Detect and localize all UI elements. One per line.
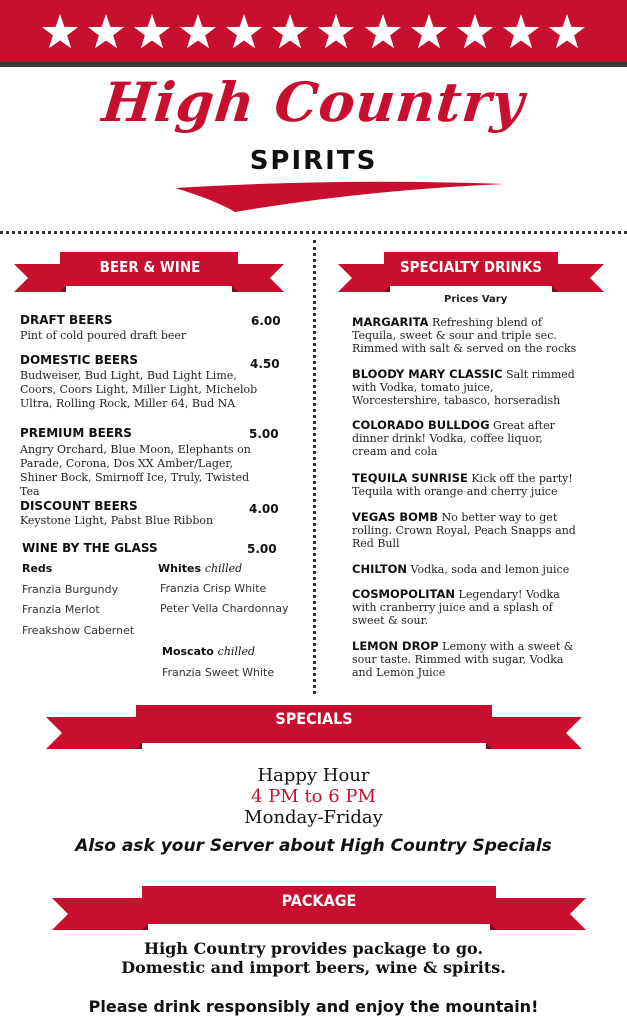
item-price: 5.00 <box>249 427 279 441</box>
drink-item <box>352 511 577 550</box>
package-line-2: Domestic and import beers, wine & spirits. <box>121 958 506 977</box>
drink-name: CHILTON <box>352 562 408 576</box>
star-icon <box>86 12 126 52</box>
drink-description: Lemony with a sweet & sour taste. Rimmed with sugar, Vodka and Lemon Juice <box>352 640 574 679</box>
drink-name: MARGARITA <box>352 315 429 329</box>
item-description: Keystone Light, Pabst Blue Ribbon <box>20 514 214 527</box>
item-title: PREMIUM BEERS <box>20 426 132 440</box>
specials-heading: SPECIALS <box>275 709 353 728</box>
top-banner-stripe <box>0 62 627 67</box>
drink-name: COLORADO BULLDOG <box>352 418 490 432</box>
drink-item <box>352 588 577 627</box>
wine-item: Franzia Sweet White <box>162 666 275 679</box>
wine-item: Franzia Burgundy <box>22 583 119 596</box>
wine-moscato-name: Moscato <box>162 645 214 658</box>
logo-title: High Country <box>99 70 528 134</box>
star-icon <box>224 12 264 52</box>
package-heading: PACKAGE <box>281 891 357 910</box>
wine-whites-name: Whites <box>158 562 202 575</box>
item-title: DOMESTIC BEERS <box>20 353 139 367</box>
wine-moscato-label <box>162 645 255 658</box>
star-icon <box>455 12 495 52</box>
dotted-divider-horizontal <box>0 231 627 234</box>
star-icon <box>363 12 403 52</box>
specialty-heading: SPECIALTY DRINKS <box>399 258 543 276</box>
footer-message: Please drink responsibly and enjoy the mountain! <box>88 997 539 1016</box>
drink-name: TEQUILA SUNRISE <box>352 471 468 485</box>
logo-subtitle: SPIRITS <box>249 146 378 176</box>
star-icon <box>132 12 172 52</box>
item-title: DRAFT BEERS <box>20 313 113 327</box>
drink-name: LEMON DROP <box>352 639 439 653</box>
item-price: 6.00 <box>251 314 281 328</box>
drink-item <box>352 472 577 498</box>
item-description: Angry Orchard, Blue Moon, Elephants on Parade, Corona, Dos XX Amber/Lager, Shiner Bock, Smirnoff Ice, Truly, Twisted Tea <box>20 443 251 498</box>
drink-name: VEGAS BOMB <box>352 510 439 524</box>
item-description: Pint of cold poured draft beer <box>20 329 187 342</box>
wine-reds-label: Reds <box>22 562 53 575</box>
specials-hours: 4 PM to 6 PM <box>251 786 376 807</box>
item-title: DISCOUNT BEERS <box>20 499 138 513</box>
logo-swoosh <box>175 178 505 214</box>
star-icon <box>501 12 541 52</box>
drink-name: BLOODY MARY CLASSIC <box>352 367 503 381</box>
drink-description: Salt rimmed with Vodka, tomato juice, Worcestershire, tabasco, horseradish <box>352 368 575 407</box>
drink-description: Refreshing blend of Tequila, sweet & sour and triple sec. Rimmed with salt & served on the rocks <box>352 316 577 355</box>
drink-item <box>352 316 577 355</box>
drink-description: No better way to get rolling. Crown Royal, Peach Snapps and Red Bull <box>352 511 576 550</box>
item-description: Budweiser, Bud Light, Bud Light Lime, Coors, Coors Light, Miller Light, Michelob Ultra, Rolling Rock, Miller 64, Bud NA <box>20 369 258 410</box>
wine-item: Franzia Merlot <box>22 603 100 616</box>
star-icon <box>409 12 449 52</box>
drink-description: Vodka, soda and lemon juice <box>410 563 570 576</box>
wine-title: WINE BY THE GLASS <box>22 541 158 555</box>
drink-item <box>352 563 577 576</box>
drink-description: Great after dinner drink! Vodka, coffee liquor, cream and cola <box>352 419 555 458</box>
wine-item: Peter Vella Chardonnay <box>160 602 289 615</box>
star-icon <box>270 12 310 52</box>
item-price: 4.00 <box>249 502 279 516</box>
wine-whites-note: chilled <box>204 562 243 575</box>
dotted-divider-vertical <box>313 240 316 694</box>
wine-item: Franzia Crisp White <box>160 582 267 595</box>
package-line-1: High Country provides package to go. <box>143 939 484 958</box>
wine-price: 5.00 <box>247 542 277 556</box>
specials-happy-hour: Happy Hour <box>257 765 370 786</box>
wine-whites-label <box>158 562 242 575</box>
star-row <box>40 12 587 52</box>
wine-moscato-note: chilled <box>217 645 256 658</box>
drink-item <box>352 419 577 458</box>
drink-description: Kick off the party! Tequila with orange and cherry juice <box>352 472 573 498</box>
drink-item <box>352 640 577 679</box>
prices-note: Prices Vary <box>444 294 508 305</box>
star-icon <box>547 12 587 52</box>
star-icon <box>316 12 356 52</box>
star-icon <box>178 12 218 52</box>
item-price: 4.50 <box>250 357 280 371</box>
star-icon <box>40 12 80 52</box>
drink-name: COSMOPOLITAN <box>352 587 456 601</box>
drink-description: Legendary! Vodka with cranberry juice and a splash of sweet & sour. <box>352 588 560 627</box>
beer-wine-heading: BEER & WINE <box>99 258 201 276</box>
drink-item <box>352 368 577 407</box>
specials-note: Also ask your Server about High Country Specials <box>75 836 552 856</box>
specials-days: Monday-Friday <box>244 807 383 828</box>
wine-item: Freakshow Cabernet <box>22 624 135 637</box>
